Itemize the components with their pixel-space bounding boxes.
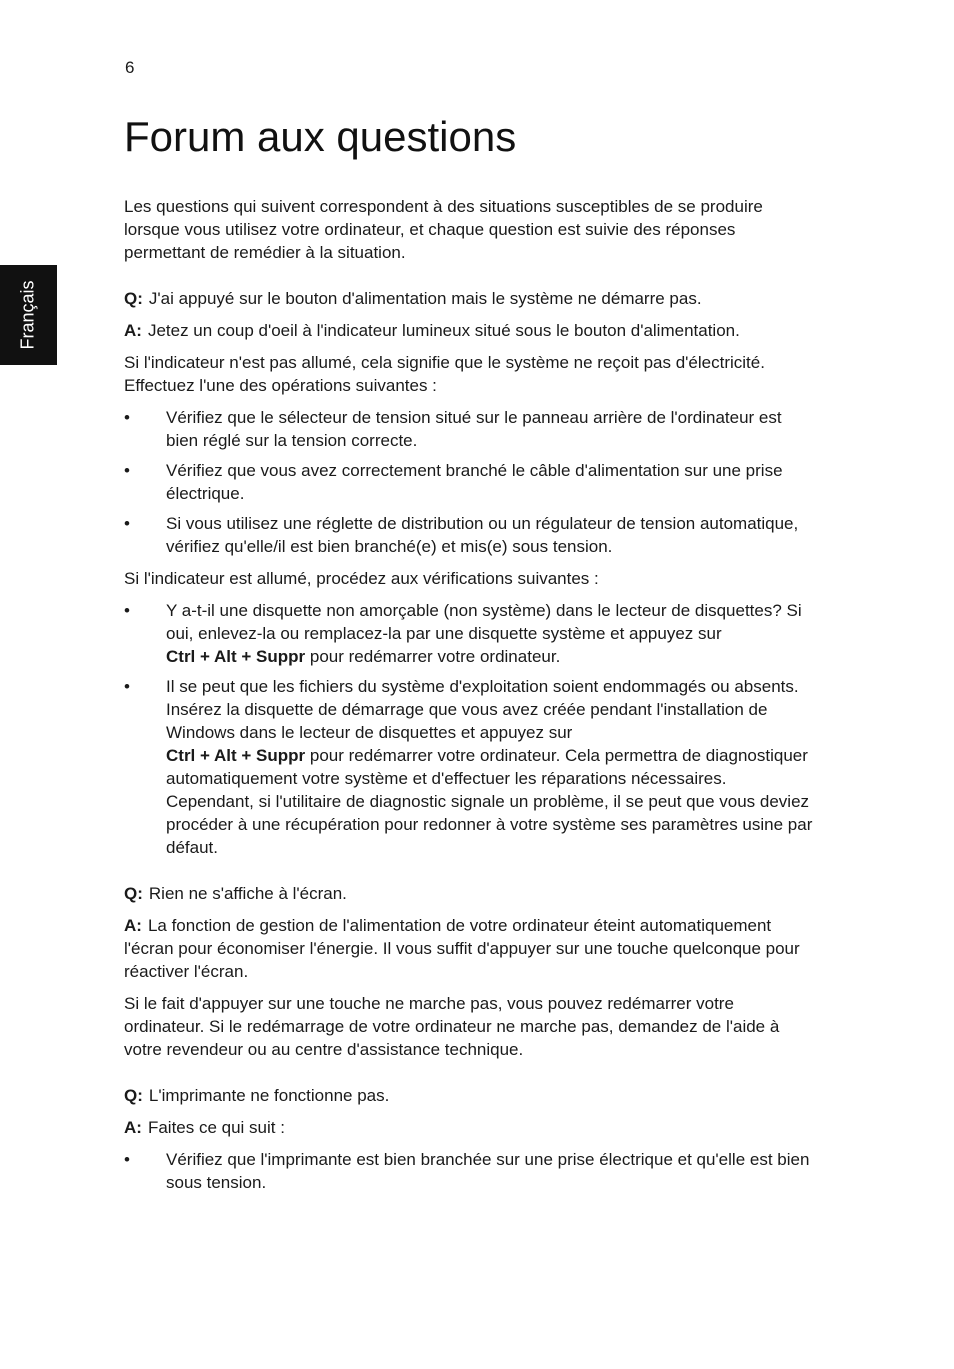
bullet-icon: • bbox=[124, 601, 130, 620]
list-item-text: Y a-t-il une disquette non amorçable (non système) dans le lecteur de disquettes? Si oui, enlevez-la ou remplacez-la par une disquette système et appuyez sur bbox=[166, 601, 802, 643]
answer-2-text: La fonction de gestion de l'alimentation de votre ordinateur éteint automatiquement l'écran pour économiser l'énergie. Il vous suffit d'appuyer sur une touche quelconque pour réactiver l'écran. bbox=[124, 916, 800, 981]
question-2-text: Rien ne s'affiche à l'écran. bbox=[148, 884, 347, 903]
answer-1-text: Jetez un coup d'oeil à l'indicateur lumineux situé sous le bouton d'alimentation. bbox=[147, 321, 740, 340]
answer-1 bbox=[124, 319, 814, 342]
indicator-off-paragraph: Si l'indicateur n'est pas allumé, cela signifie que le système ne reçoit pas d'électricité. Effectuez l'une des opérations suivantes : bbox=[124, 353, 765, 395]
question-3-text: L'imprimante ne fonctionne pas. bbox=[148, 1086, 390, 1105]
indicator-off-list bbox=[124, 406, 814, 558]
page-number: 6 bbox=[125, 58, 135, 77]
list-item-text: Vérifiez que vous avez correctement branché le câble d'alimentation sur une prise électrique. bbox=[166, 461, 783, 503]
bullet-icon: • bbox=[124, 514, 130, 533]
answer-3 bbox=[124, 1116, 814, 1139]
question-1-text: J'ai appuyé sur le bouton d'alimentation mais le système ne démarre pas. bbox=[148, 289, 702, 308]
printer-list bbox=[124, 1148, 814, 1194]
list-item-text: Si vous utilisez une réglette de distribution ou un régulateur de tension automatique, vérifiez qu'elle/il est bien branché(e) et mis(e) sous tension. bbox=[166, 514, 799, 556]
list-item-text: Vérifiez que le sélecteur de tension situé sur le panneau arrière de l'ordinateur est bien réglé sur la tension correcte. bbox=[166, 408, 782, 450]
q-label: Q: bbox=[124, 289, 143, 308]
list-item-text: Vérifiez que l'imprimante est bien branchée sur une prise électrique et qu'elle est bien sous tension. bbox=[166, 1150, 810, 1192]
question-3 bbox=[124, 1084, 814, 1107]
list-item bbox=[124, 1148, 814, 1194]
page-title: Forum aux questions bbox=[124, 113, 517, 160]
answer-2 bbox=[124, 914, 814, 983]
list-item-text: pour redémarrer votre ordinateur. bbox=[305, 647, 561, 666]
indicator-on-paragraph: Si l'indicateur est allumé, procédez aux vérifications suivantes : bbox=[124, 569, 599, 588]
intro-paragraph: Les questions qui suivent correspondent à des situations susceptibles de se produire lorsque vous utilisez votre ordinateur, et chaque question est suivie des réponses permettant de remédier à la situation. bbox=[124, 197, 763, 262]
q-label: Q: bbox=[124, 884, 143, 903]
q-label: Q: bbox=[124, 1086, 143, 1105]
key-combo: Ctrl + Alt + Suppr bbox=[166, 647, 306, 666]
list-item bbox=[124, 512, 814, 558]
answer-2-paragraph: Si le fait d'appuyer sur une touche ne marche pas, vous pouvez redémarrer votre ordinateur. Si le redémarrage de votre ordinateur ne marche pas, demandez de l'aide à votre revendeur ou au centre d'assistance technique. bbox=[124, 994, 780, 1059]
bullet-icon: • bbox=[124, 1150, 130, 1169]
bullet-icon: • bbox=[124, 408, 130, 427]
language-tab-label: Français bbox=[17, 280, 38, 350]
page-content bbox=[124, 108, 814, 1203]
language-tab bbox=[0, 265, 57, 365]
question-1 bbox=[124, 287, 814, 310]
a-label: A: bbox=[124, 916, 142, 935]
list-item bbox=[124, 459, 814, 505]
answer-3-text: Faites ce qui suit : bbox=[147, 1118, 285, 1137]
list-item-text: Il se peut que les fichiers du système d'exploitation soient endommagés ou absents. Insérez la disquette de démarrage que vous avez créée pendant l'installation de Windows dans le lecteur de disquettes et appuyez sur bbox=[166, 677, 799, 742]
key-combo: Ctrl + Alt + Suppr bbox=[166, 746, 306, 765]
list-item bbox=[124, 599, 814, 668]
a-label: A: bbox=[124, 321, 142, 340]
bullet-icon: • bbox=[124, 677, 130, 696]
bullet-icon: • bbox=[124, 461, 130, 480]
indicator-on-list bbox=[124, 599, 814, 859]
list-item bbox=[124, 406, 814, 452]
question-2 bbox=[124, 882, 814, 905]
list-item-text: pour redémarrer votre ordinateur. Cela permettra de diagnostiquer automatiquement votre système et d'effectuer les réparations nécessaires. Cependant, si l'utilitaire de diagnostic signale un problème, il se peut que vous deviez procéder à une récupération pour redonner à votre système ses paramètres usine par défaut. bbox=[166, 746, 813, 857]
list-item bbox=[124, 675, 814, 859]
a-label: A: bbox=[124, 1118, 142, 1137]
